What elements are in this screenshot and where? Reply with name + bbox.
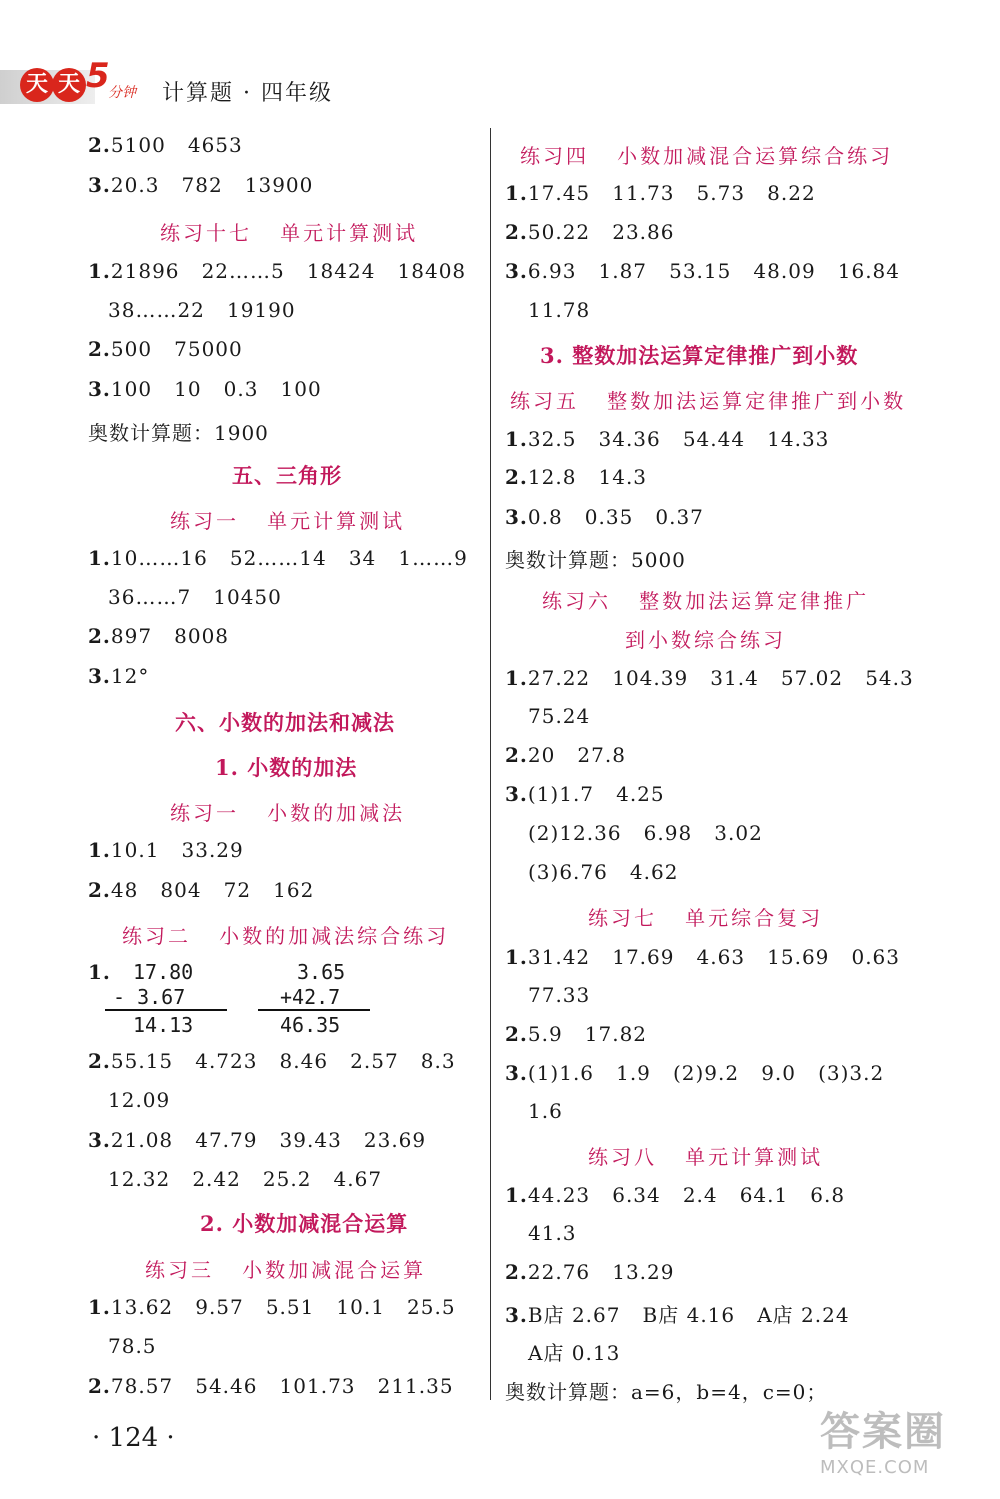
answer-line: 12.09 xyxy=(108,1088,171,1112)
exercise-heading: 练习八 单元计算测试 xyxy=(588,1145,824,1169)
addition-result: 46.35 xyxy=(280,1013,341,1037)
answer-line: 41.3 xyxy=(528,1221,577,1245)
answer-line: 2.5.9 17.82 xyxy=(505,1022,648,1046)
exercise-heading: 练习一 单元计算测试 xyxy=(170,509,406,533)
subtraction-rule xyxy=(105,1009,227,1011)
answer-line: 38……22 19190 xyxy=(108,298,296,322)
exercise-heading: 练习六 整数加法运算定律推广 xyxy=(542,589,870,613)
answer-line: 1.27.22 104.39 31.4 57.02 54.3 xyxy=(505,666,914,690)
answer-line: 2.55.15 4.723 8.46 2.57 8.3 xyxy=(88,1049,456,1073)
answer-line: 3.6.93 1.87 53.15 48.09 16.84 xyxy=(505,259,901,283)
answer-line: 75.24 xyxy=(528,704,591,728)
addition-addend: +42.7 xyxy=(280,985,341,1009)
logo-subtitle: 分钟 xyxy=(108,85,136,101)
logo-number: 5 xyxy=(86,56,110,96)
answer-line: 36……7 10450 xyxy=(108,585,282,609)
section-heading: 1. 小数的加法 xyxy=(215,755,358,780)
watermark-url: MXQE.COM xyxy=(820,1457,930,1478)
subtraction-top: 17.80 xyxy=(133,960,194,984)
page-number: · 124 · xyxy=(92,1423,175,1453)
answer-line: 78.5 xyxy=(108,1334,157,1358)
answer-line: 2.897 8008 xyxy=(88,624,230,648)
answer-line: 2.78.57 54.46 101.73 211.35 xyxy=(88,1374,454,1398)
logo-char-1: 天 xyxy=(20,68,54,102)
exercise-heading: 练习七 单元综合复习 xyxy=(588,906,824,930)
answer-line: 11.78 xyxy=(528,298,591,322)
answer-line: 1.32.5 34.36 54.44 14.33 xyxy=(505,427,830,451)
watermark xyxy=(820,1400,995,1495)
answer-line: 1.10……16 52……14 34 1……9 xyxy=(88,546,468,570)
section-heading: 2. 小数加减混合运算 xyxy=(200,1211,409,1236)
subtraction-subtrahend: - 3.67 xyxy=(113,985,186,1009)
subtraction-result: 14.13 xyxy=(133,1013,194,1037)
exercise-heading: 练习十七 单元计算测试 xyxy=(160,221,419,245)
answer-line: 3.100 10 0.3 100 xyxy=(88,377,322,401)
answer-line: (2)12.36 6.98 3.02 xyxy=(528,821,763,845)
answer-line: 3.B店 2.67 B店 4.16 A店 2.24 xyxy=(505,1303,850,1327)
addition-rule xyxy=(258,1009,370,1011)
answer-line: 12.32 2.42 25.2 4.67 xyxy=(108,1167,383,1191)
answer-line: 1.21896 22……5 18424 18408 xyxy=(88,259,467,283)
exercise-heading: 练习五 整数加法运算定律推广到小数 xyxy=(510,389,907,413)
exercise-heading-continued: 到小数综合练习 xyxy=(625,628,786,652)
page-header xyxy=(0,56,400,112)
answer-line: 3.20.3 782 13900 xyxy=(88,173,314,197)
answer-line: 2.50.22 23.86 xyxy=(505,220,675,244)
answer-line: 3.(1)1.6 1.9 (2)9.2 9.0 (3)3.2 xyxy=(505,1061,885,1085)
chapter-heading: 五、三角形 xyxy=(232,463,342,488)
book-title: 计算题 · 四年级 xyxy=(162,81,333,106)
answer-line: 1.10.1 33.29 xyxy=(88,838,244,862)
answer-line: 77.33 xyxy=(528,983,591,1007)
answer-line: 1.31.42 17.69 4.63 15.69 0.63 xyxy=(505,945,901,969)
exercise-heading: 练习四 小数加减混合运算综合练习 xyxy=(520,144,894,168)
section-heading: 3. 整数加法运算定律推广到小数 xyxy=(540,343,859,368)
exercise-heading: 练习三 小数加减混合运算 xyxy=(145,1258,427,1282)
answer-line: 1.44.23 6.34 2.4 64.1 6.8 xyxy=(505,1183,846,1207)
answer-line: 1.17.45 11.73 5.73 8.22 xyxy=(505,181,816,205)
answer-line: 2.48 804 72 162 xyxy=(88,878,315,902)
logo-char-2: 天 xyxy=(52,68,86,102)
answer-line: 2.20 27.8 xyxy=(505,743,626,767)
answer-line: 2.22.76 13.29 xyxy=(505,1260,675,1284)
watermark-logo: 答案圈 xyxy=(820,1409,946,1455)
answer-line: 3.(1)1.7 4.25 xyxy=(505,782,665,806)
answer-line: 3.0.8 0.35 0.37 xyxy=(505,505,704,529)
olympiad-answer: 奥数计算题：a=6，b=4，c=0； xyxy=(505,1380,828,1404)
exercise-heading: 练习一 小数的加减法 xyxy=(170,801,406,825)
olympiad-answer: 奥数计算题：5000 xyxy=(505,548,686,572)
column-divider xyxy=(490,128,491,1400)
answer-line: 3.21.08 47.79 39.43 23.69 xyxy=(88,1128,427,1152)
answer-line: 1.6 xyxy=(528,1099,563,1123)
answer-line: 3.12° xyxy=(88,664,150,688)
olympiad-answer: 奥数计算题：1900 xyxy=(88,421,269,445)
answer-line: A店 0.13 xyxy=(528,1341,621,1365)
answer-line: 2.5100 4653 xyxy=(88,133,243,157)
addition-top: 3.65 xyxy=(297,960,346,984)
chapter-heading: 六、小数的加法和减法 xyxy=(175,710,395,735)
answer-line: 2.500 75000 xyxy=(88,337,243,361)
answer-line: 2.12.8 14.3 xyxy=(505,465,648,489)
answer-line: (3)6.76 4.62 xyxy=(528,860,679,884)
exercise-heading: 练习二 小数的加减法综合练习 xyxy=(122,924,450,948)
answer-line: 1.13.62 9.57 5.51 10.1 25.5 xyxy=(88,1295,456,1319)
problem-number: 1. xyxy=(88,960,111,984)
